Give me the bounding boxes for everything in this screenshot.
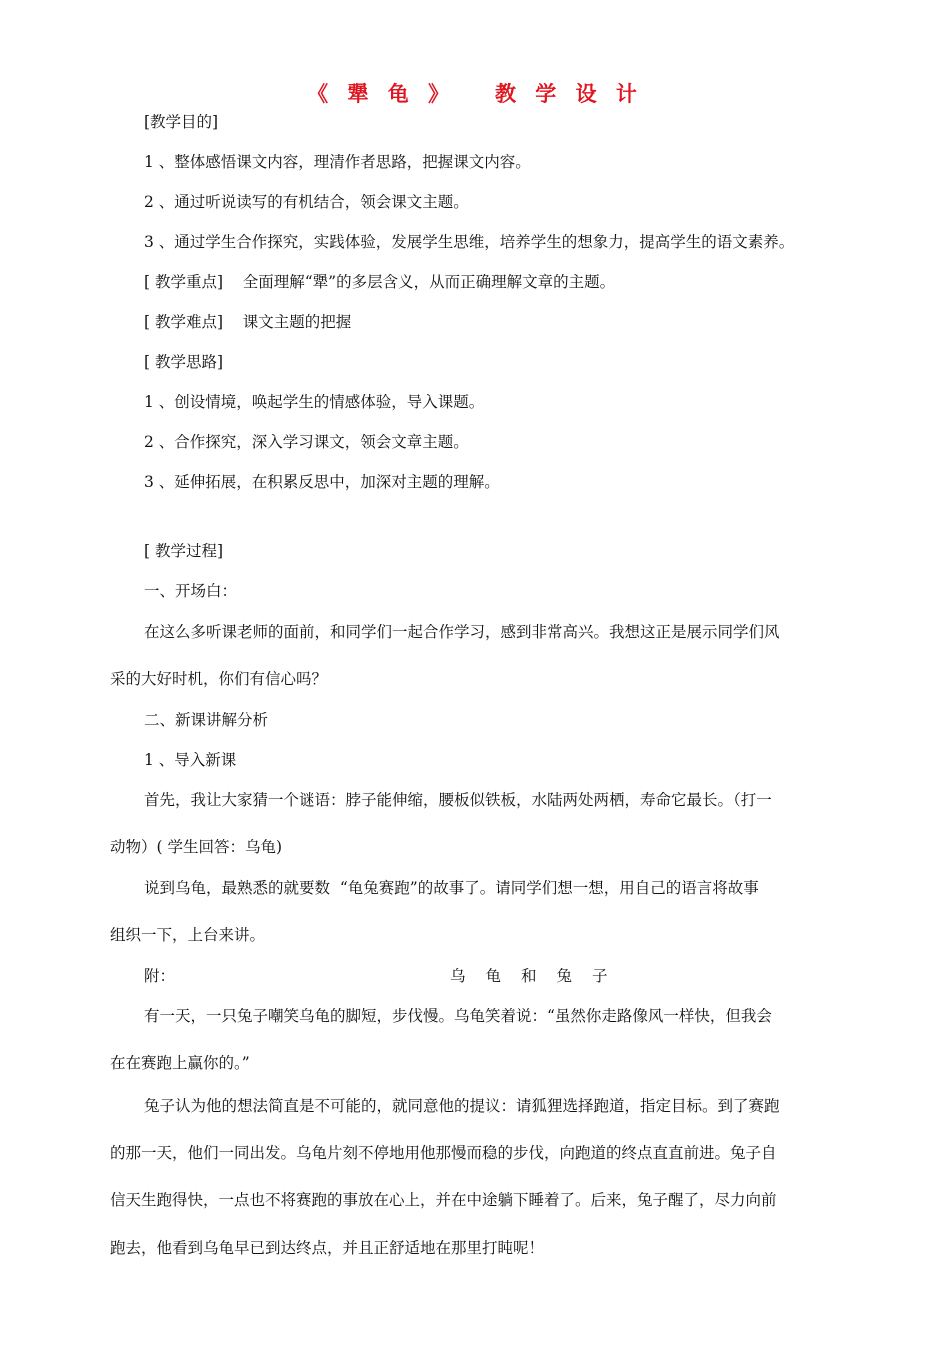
story-p2-line-4: 跑去，他看到乌龟早已到达终点，并且正舒适地在那里打盹呢！ <box>110 1239 545 1257</box>
objective-item-2: 2 、通过听说读写的有机结合，领会课文主题。 <box>144 193 469 211</box>
story-p2-line-1: 兔子认为他的想法简直是不可能的，就同意他的提议：请狐狸选择跑道，指定目标。到了赛跑 <box>144 1097 780 1115</box>
story-p2-line-2: 的那一天，他们一同出发。乌龟片刻不停地用他那慢而稳的步伐，向跑道的终点直直前进。兔子自 <box>110 1144 777 1162</box>
story-p1-line-1: 有一天，一只兔子嘲笑乌龟的脚短，步伐慢。乌龟笑着说：“虽然你走路像风一样快，但我会 <box>144 1007 772 1025</box>
riddle-line-2: 动物）( 学生回答：乌龟) <box>110 838 283 856</box>
key-point: [ 教学重点] 全面理解“犟”的多层含义，从而正确理解文章的主题。 <box>144 273 616 291</box>
opening-heading: 一、开场白： <box>144 582 238 600</box>
approach-heading: [ 教学思路] <box>144 353 224 371</box>
approach-item-2: 2 、合作探究，深入学习课文，领会文章主题。 <box>144 433 469 451</box>
attachment-title: 乌龟和兔子 <box>450 967 628 985</box>
attachment-label: 附： <box>144 967 176 985</box>
objectives-heading: [教学目的] <box>144 113 219 131</box>
riddle-line-1: 首先，我让大家猜一个谜语：脖子能伸缩，腰板似铁板，水陆两处两栖，寿命它最长。（打一 <box>144 791 772 809</box>
approach-item-1: 1 、创设情境，唤起学生的情感体验，导入课题。 <box>144 393 485 411</box>
opening-text-line-2: 采的大好时机，你们有信心吗？ <box>110 670 328 688</box>
opening-text-line-1: 在这么多听课老师的面前，和同学们一起合作学习，感到非常高兴。我想这正是展示同学们风 <box>144 623 780 641</box>
objective-item-3: 3 、通过学生合作探究，实践体验，发展学生思维，培养学生的想象力，提高学生的语文素养。 <box>144 233 795 251</box>
document-title: 《 犟 龟 》 教 学 设 计 <box>307 82 643 106</box>
story-intro-line-2: 组织一下，上台来讲。 <box>110 926 266 944</box>
story-p2-line-3: 信天生跑得快，一点也不将赛跑的事放在心上，并在中途躺下睡着了。后来，兔子醒了，尽力向前 <box>110 1191 777 1209</box>
difficulty-point: [ 教学难点] 课文主题的把握 <box>144 313 352 331</box>
subsection-1-heading: 1 、导入新课 <box>144 751 237 769</box>
objective-item-1: 1 、整体感悟课文内容，理清作者思路，把握课文内容。 <box>144 153 531 171</box>
approach-item-3: 3 、延伸拓展，在积累反思中，加深对主题的理解。 <box>144 473 500 491</box>
section-2-heading: 二、新课讲解分析 <box>144 711 269 729</box>
story-intro-line-1: 说到乌龟，最熟悉的就要数 “龟兔赛跑”的故事了。请同学们想一想，用自己的语言将故事 <box>144 879 759 897</box>
process-heading: [ 教学过程] <box>144 542 224 560</box>
story-p1-line-2: 在在赛跑上赢你的。” <box>110 1054 250 1072</box>
